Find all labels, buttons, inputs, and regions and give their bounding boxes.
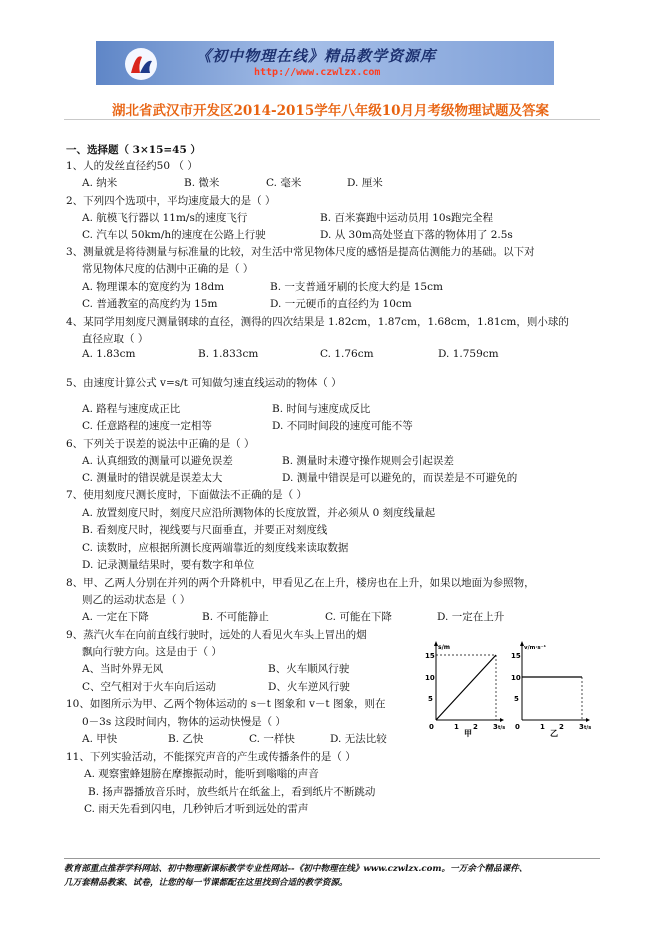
graph-jia-tick-x: 1 [454, 723, 459, 731]
question-line: 10、如图所示为甲、乙两个物体运动的 s－t 图象和 v－t 图象，则在 [66, 698, 386, 710]
question-line: C. 雨天先看到闪电，几秒钟后才听到远处的雷声 [84, 803, 309, 815]
site-logo-icon [124, 47, 158, 81]
question-line: C. 测量时的错误就是误差太大 [82, 472, 223, 484]
question-line: C. 可能在下降 [325, 611, 392, 623]
question-line: 8、甲、乙两人分别在并列的两个升降机中，甲看见乙在上升，楼房也在上升，如果以地面为参照物， [66, 577, 535, 589]
question-line: A. 物理课本的宽度约为 18dm [82, 281, 225, 293]
graph-jia-origin: 0 [429, 723, 434, 731]
question-line: A. 观察蜜蜂翅膀在摩擦振动时，能听到嗡嗡的声音 [84, 768, 319, 780]
footer-line: 教育部重点推荐学科网站、初中物理新课标教学专业性网站--《初中物理在线》www.czwlzx.com。一万余个精品课件、 [64, 864, 528, 874]
graph-yi-tick-y: 10 [511, 674, 521, 682]
question-line: C. 汽车以 50km/h的速度在公路上行驶 [82, 229, 266, 241]
question-line: D. 从 30m高处竖直下落的物体用了 2.5s [320, 229, 513, 241]
question-line: 直径应取（ ） [82, 333, 149, 345]
graph-jia-st [422, 640, 504, 736]
graph-yi-tick-x: 3 [579, 723, 584, 731]
graph-yi-tick-y: 5 [514, 695, 519, 703]
question-line: B、火车顺风行驶 [268, 663, 350, 675]
question-line: 常见物体尺度的估测中正确的是（ ） [82, 263, 254, 275]
question-line: A. 甲快 [82, 733, 118, 745]
question-line: C. 读数时，应根据所测长度两端靠近的刻度线来读取数据 [82, 542, 349, 554]
question-line: 5、由速度计算公式 v=s/t 可知做匀速直线运动的物体（ ） [66, 377, 342, 389]
question-line: A、当时外界无风 [82, 663, 164, 675]
question-line: 11、下列实验活动，不能探究声音的产生或传播条件的是（ ） [66, 751, 356, 763]
question-line: B. 百米赛跑中运动员用 10s跑完全程 [320, 212, 493, 224]
question-line: A. 1.83cm [82, 348, 136, 360]
question-line: 0－3s 这段时间内，物体的运动快慢是（ ） [82, 716, 286, 728]
question-line: D. 不同时间段的速度可能不等 [272, 420, 413, 432]
question-line: C. 普通教室的高度约为 15m [82, 298, 218, 310]
question-line: 2、下列四个选项中，平均速度最大的是（ ） [66, 195, 276, 207]
banner-url[interactable]: http://www.czwlzx.com [254, 67, 381, 78]
title-divider [64, 119, 600, 120]
graph-yi-xlabel: t/s [584, 725, 592, 731]
question-line: 6、下列关于误差的说法中正确的是（ ） [66, 438, 255, 450]
question-line: B. 时间与速度成反比 [272, 403, 371, 415]
question-line: 3、测量就是将待测量与标准量的比较，对生活中常见物体尺度的感悟是提高估测能力的基础。以下对 [66, 246, 535, 258]
question-line: D. 一元硬币的直径约为 10cm [270, 298, 412, 310]
site-banner [96, 41, 554, 85]
question-line: D. 1.759cm [438, 348, 499, 360]
question-line: A. 认真细致的测量可以避免误差 [82, 455, 233, 467]
question-line: B. 看刻度尺时，视线要与尺面垂直，并要正对刻度线 [82, 524, 328, 536]
page-footer [64, 862, 527, 890]
question-line: B. 扬声器播放音乐时，放些纸片在纸盆上，看到纸片不断跳动 [88, 786, 376, 798]
graph-jia-tick-y: 5 [428, 695, 433, 703]
question-line: C. 任意路程的速度一定相等 [82, 420, 212, 432]
question-line: D、火车逆风行驶 [268, 681, 350, 693]
question-line: C. 毫米 [266, 177, 302, 189]
question-line: 7、使用刻度尺测长度时，下面做法不正确的是（ ） [66, 489, 308, 501]
question-line: A. 放置刻度尺时，刻度尺应沿所测物体的长度放置，并必须从 0 刻度线量起 [82, 507, 436, 519]
footer-divider [64, 858, 600, 859]
graph-yi-origin: 0 [515, 723, 520, 731]
graph-jia-xlabel: t/s [498, 725, 506, 731]
graph-yi-tick-x: 1 [540, 723, 545, 731]
graph-yi-tick-x: 2 [559, 723, 564, 731]
question-line: B. 一支普通牙刷的长度大约是 15cm [270, 281, 443, 293]
question-line: B. 1.833cm [198, 348, 259, 360]
graph-yi-ylabel: v/m·s⁻¹ [524, 645, 546, 651]
question-line: C. 1.76cm [320, 348, 374, 360]
question-line: C. 一样快 [249, 733, 295, 745]
section-heading: 一、选择题（ 3×15=45 ） [66, 144, 201, 156]
graph-jia-tick-y: 10 [425, 674, 435, 682]
question-line: A. 航模飞行器以 11m/s的速度飞行 [82, 212, 248, 224]
question-line: A. 路程与速度成正比 [82, 403, 181, 415]
question-line: A. 一定在下降 [82, 611, 149, 623]
graph-yi-vt [508, 640, 590, 736]
question-line: B. 微米 [184, 177, 220, 189]
question-line: D. 厘米 [347, 177, 383, 189]
question-line: 4、某同学用刻度尺测量钢球的直径，测得的四次结果是 1.82cm，1.87cm，1.68cm，1.81cm，则小球的 [66, 316, 569, 328]
question-line: D. 记录测量结果时，要有数字和单位 [82, 559, 255, 571]
banner-title: 《初中物理在线》精品教学资源库 [196, 47, 437, 65]
graph-jia-tick-x: 3 [493, 723, 498, 731]
graph-jia-tick-x: 2 [473, 723, 478, 731]
question-line: A. 纳米 [82, 177, 118, 189]
question-line: D. 无法比较 [330, 733, 387, 745]
question-line: C、空气相对于火车向后运动 [82, 681, 217, 693]
question-line: 飘向行驶方向。这是由于（ ） [82, 646, 222, 658]
question-line: D. 一定在上升 [437, 611, 505, 623]
question-line: B. 不可能静止 [202, 611, 269, 623]
question-line: B. 测量时未遵守操作规则会引起误差 [282, 455, 454, 467]
graph-jia-tick-y: 15 [425, 652, 435, 660]
graph-yi-caption: 乙 [550, 729, 558, 738]
graph-yi-tick-y: 15 [511, 652, 521, 660]
graph-jia-ylabel: s/m [438, 644, 451, 651]
footer-line: 几万套精品教案、试卷，让您的每一节课都配在这里找到合适的教学资源。 [64, 878, 348, 888]
question-line: 1、人的发丝直径约50 （ ） [66, 160, 198, 172]
question-line: 9、蒸汽火车在向前直线行驶时，远处的人看见火车头上冒出的烟 [66, 629, 367, 641]
question-line: D. 测量中错误是可以避免的，而误差是不可避免的 [282, 472, 518, 484]
question-line: 则乙的运动状态是（ ） [82, 594, 191, 606]
graph-jia-caption: 甲 [464, 729, 472, 738]
page-title: 湖北省武汉市开发区2014-2015学年八年级10月月考级物理试题及答案 [111, 103, 550, 119]
question-line: B. 乙快 [168, 733, 204, 745]
